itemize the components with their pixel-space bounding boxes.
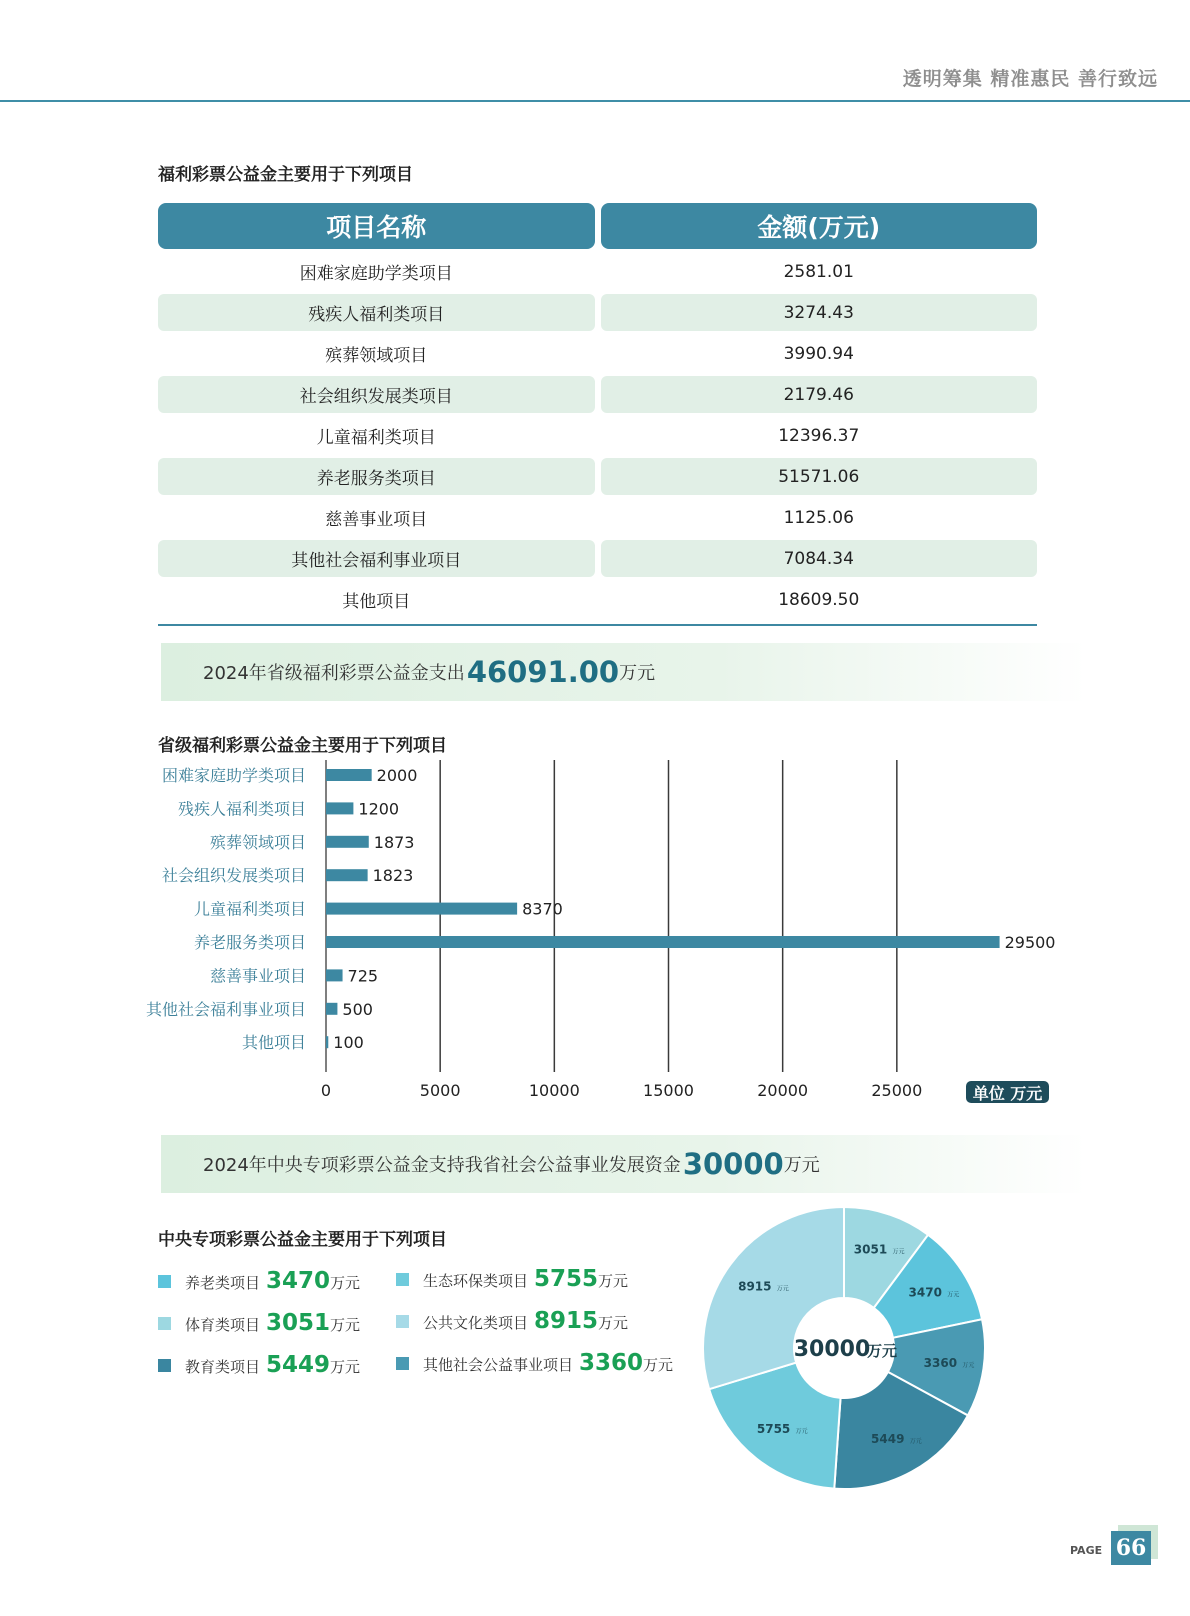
legend-label: 其他社会公益事业项目 <box>423 1356 574 1374</box>
table-bottom-rule <box>158 624 1037 626</box>
table-row <box>158 335 1037 372</box>
legend-item <box>396 1308 628 1334</box>
slice-value-label: 3470 <box>908 1285 942 1300</box>
bar-category-label: 社会组织发展类项目 <box>161 866 306 886</box>
legend-item <box>396 1350 673 1376</box>
legend-value: 3470 <box>266 1268 331 1294</box>
table-body <box>158 253 1037 618</box>
slice-value-label: 3051 <box>853 1242 888 1257</box>
bar <box>326 802 353 814</box>
bar-value-label: 1823 <box>372 866 414 886</box>
slice-value-label: 8915 <box>738 1279 772 1294</box>
slice-unit-label: 万元 <box>909 1437 922 1445</box>
bar-value-label: 8370 <box>522 899 563 919</box>
provincial-spend-banner <box>161 643 1087 701</box>
legend-unit: 万元 <box>598 1272 629 1290</box>
bar-category-label: 其他项目 <box>241 1033 306 1053</box>
cell-project-name: 残疾人福利类项目 <box>158 294 595 331</box>
banner-amount: 30000 <box>682 1147 784 1181</box>
legend-unit: 万元 <box>598 1314 629 1332</box>
legend-value: 5755 <box>534 1266 599 1292</box>
page-label: PAGE <box>1070 1544 1103 1557</box>
legend-item <box>396 1266 628 1292</box>
header-rule <box>0 100 1190 102</box>
x-tick-label: 5000 <box>419 1081 461 1100</box>
slice-unit-label: 万元 <box>776 1285 789 1293</box>
cell-project-name: 养老服务类项目 <box>158 458 595 495</box>
cell-project-name: 其他社会福利事业项目 <box>158 540 595 577</box>
legend-value: 3051 <box>266 1310 331 1336</box>
bar <box>326 869 368 881</box>
x-tick-label: 20000 <box>757 1081 809 1100</box>
legend-swatch <box>396 1273 409 1286</box>
cell-amount: 7084.34 <box>601 540 1038 577</box>
bar <box>326 1003 337 1015</box>
x-tick-label: 25000 <box>871 1081 923 1100</box>
table-row <box>158 253 1037 290</box>
bar-value-label: 725 <box>347 966 379 986</box>
x-tick-label: 0 <box>320 1081 332 1100</box>
pie-legend <box>158 1268 678 1408</box>
table-row <box>158 581 1037 618</box>
legend-swatch <box>158 1275 171 1288</box>
legend-unit: 万元 <box>330 1358 361 1376</box>
bar-value-label: 29500 <box>1004 933 1056 952</box>
legend-item <box>158 1310 360 1336</box>
welfare-table <box>158 203 1037 626</box>
table-row <box>158 458 1037 495</box>
bar <box>326 836 369 848</box>
table-row <box>158 417 1037 454</box>
central-fund-banner <box>161 1135 1087 1193</box>
table-row <box>158 376 1037 413</box>
bar-chart-title: 省级福利彩票公益金主要用于下列项目 <box>158 736 447 756</box>
bar-category-label: 儿童福利类项目 <box>193 899 306 919</box>
slice-unit-label: 万元 <box>962 1362 975 1370</box>
page-number: 66 <box>1111 1531 1151 1565</box>
legend-unit: 万元 <box>330 1274 361 1292</box>
slice-unit-label: 万元 <box>947 1291 960 1299</box>
unit-badge: 单位 万元 <box>966 1081 1049 1103</box>
cell-amount: 3274.43 <box>601 294 1038 331</box>
bar <box>326 769 372 781</box>
cell-amount: 2581.01 <box>783 261 854 282</box>
legend-swatch <box>158 1359 171 1372</box>
bar-category-label: 困难家庭助学类项目 <box>161 766 306 785</box>
slice-value-label: 3360 <box>923 1356 958 1371</box>
legend-item <box>158 1352 360 1378</box>
donut-center-unit: 万元 <box>866 1342 898 1360</box>
legend-label: 教育类项目 <box>185 1358 261 1376</box>
col-name-header: 项目名称 <box>158 203 595 249</box>
legend-label: 公共文化类项目 <box>423 1314 529 1332</box>
x-tick-label: 10000 <box>528 1081 580 1100</box>
cell-amount: 3990.94 <box>783 343 854 364</box>
slice-unit-label: 万元 <box>892 1248 905 1256</box>
table-row <box>158 540 1037 577</box>
bar-value-label: 500 <box>342 999 373 1019</box>
slice-unit-label: 万元 <box>795 1428 808 1436</box>
banner-text: 2024年省级福利彩票公益金支出 <box>203 663 465 684</box>
banner-unit: 万元 <box>783 1155 820 1176</box>
donut-chart <box>694 1198 994 1498</box>
bar-category-label: 慈善事业项目 <box>209 966 306 986</box>
cell-project-name: 慈善事业项目 <box>325 510 428 530</box>
banner-text: 2024年中央专项彩票公益金支持我省社会公益事业发展资金 <box>203 1155 681 1176</box>
bar-value-label: 1873 <box>373 832 415 852</box>
cell-project-name: 殡葬领域项目 <box>325 346 428 366</box>
legend-swatch <box>158 1317 171 1330</box>
legend-label: 养老类项目 <box>185 1274 261 1292</box>
legend-label: 体育类项目 <box>185 1316 261 1334</box>
bar-category-label: 殡葬领域项目 <box>209 832 306 852</box>
legend-swatch <box>396 1315 409 1328</box>
bar <box>326 903 517 915</box>
legend-swatch <box>396 1357 409 1370</box>
donut-center-value: 30000 <box>793 1337 871 1362</box>
cell-project-name: 社会组织发展类项目 <box>158 376 595 413</box>
banner-unit: 万元 <box>619 663 656 684</box>
cell-amount: 1125.06 <box>783 507 854 528</box>
slice-value-label: 5755 <box>756 1422 791 1437</box>
legend-unit: 万元 <box>643 1356 674 1374</box>
cell-project-name: 困难家庭助学类项目 <box>299 264 453 284</box>
x-tick-label: 15000 <box>643 1081 694 1100</box>
bar-chart <box>145 760 1056 1100</box>
bar <box>326 1036 328 1048</box>
bar <box>326 969 343 981</box>
legend-unit: 万元 <box>330 1316 361 1334</box>
bar-category-label: 其他社会福利事业项目 <box>145 999 306 1019</box>
table-title: 福利彩票公益金主要用于下列项目 <box>158 165 413 185</box>
bar-value-label: 1200 <box>358 799 400 819</box>
slice-value-label: 5449 <box>871 1431 905 1446</box>
bar <box>326 936 1000 948</box>
banner-amount: 46091.00 <box>466 655 620 689</box>
header-slogan: 透明筹集 精准惠民 善行致远 <box>902 68 1158 90</box>
bar-value-label: 100 <box>333 1033 364 1053</box>
table-header <box>158 203 1037 249</box>
legend-label: 生态环保类项目 <box>423 1272 529 1290</box>
bar-value-label: 2000 <box>376 766 418 785</box>
bar-category-label: 养老服务类项目 <box>193 933 306 952</box>
cell-amount: 12396.37 <box>778 425 860 446</box>
pie-section-title: 中央专项彩票公益金主要用于下列项目 <box>158 1230 447 1250</box>
cell-amount: 51571.06 <box>601 458 1038 495</box>
legend-item <box>158 1268 360 1294</box>
bar-category-label: 残疾人福利类项目 <box>177 799 306 819</box>
cell-project-name: 儿童福利类项目 <box>316 428 436 448</box>
table-row <box>158 294 1037 331</box>
cell-amount: 2179.46 <box>601 376 1038 413</box>
cell-project-name: 其他项目 <box>342 592 411 612</box>
legend-value: 5449 <box>266 1352 331 1378</box>
legend-value: 3360 <box>579 1350 644 1376</box>
col-amount-header: 金额(万元) <box>601 203 1038 249</box>
legend-value: 8915 <box>534 1308 599 1334</box>
cell-amount: 18609.50 <box>778 589 860 610</box>
table-row <box>158 499 1037 536</box>
